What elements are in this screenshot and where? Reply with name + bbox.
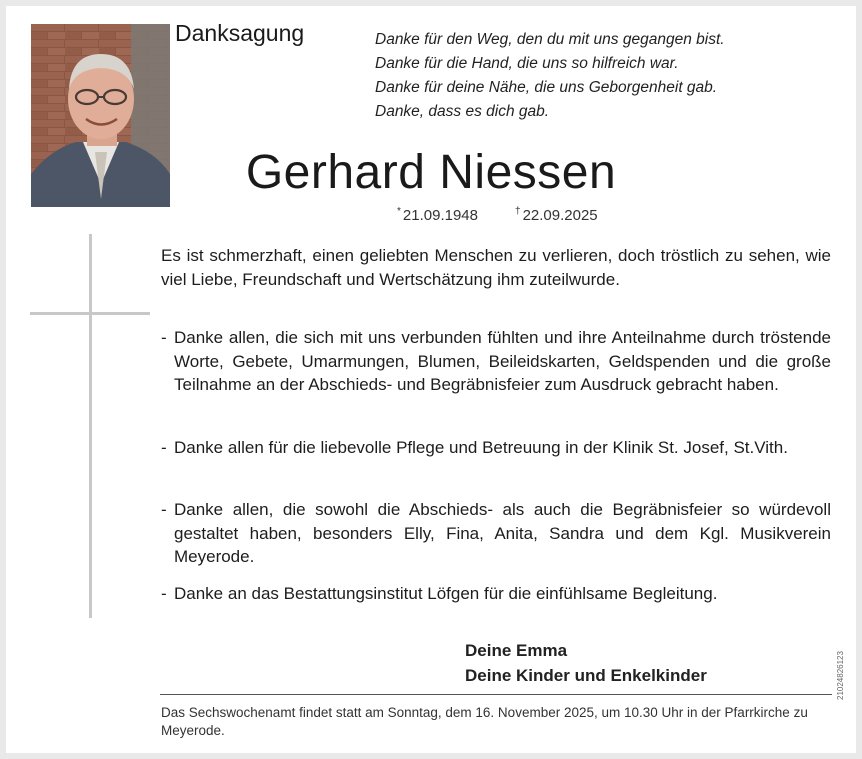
thanks-item	[161, 582, 831, 606]
cross-icon-horizontal	[30, 312, 150, 315]
thanks-item	[161, 498, 831, 569]
motto-poem	[375, 28, 845, 124]
signature-line: Deine Kinder und Enkelkinder	[465, 666, 707, 685]
list-dash: -	[161, 328, 167, 347]
motto-line: Danke, dass es dich gab.	[375, 103, 550, 120]
thanks-item-text: Danke allen, die sowohl die Abschieds- als auch die Begräbnisfeier so würdevoll gestaltet haben, besonders Elly, Fina, Anita, Sandra und dem Kgl. Musikverein Meyerode.	[174, 500, 831, 566]
motto-line: Danke für den Weg, den du mit uns gegangen bist.	[375, 31, 725, 48]
death-date-line	[515, 206, 598, 224]
list-dash: -	[161, 438, 167, 457]
thanks-item-text: Danke allen für die liebevolle Pflege und Betreuung in der Klinik St. Josef, St.Vith.	[174, 438, 788, 457]
thanks-item-text: Danke allen, die sich mit uns verbunden fühlten und ihre Anteilnahme durch tröstende Worte, Gebete, Umarmungen, Blumen, Beileidskarten, Geldspenden und die große Teilnahme an der Abschieds- und Begräbnisfeier zum Ausdruck gebracht haben.	[174, 328, 831, 394]
footer-notice: Das Sechswochenamt findet statt am Sonntag, dem 16. November 2025, um 10.30 Uhr in der Pfarrkirche zu Meyerode.	[161, 705, 808, 738]
divider	[160, 694, 832, 695]
list-dash: -	[161, 584, 167, 603]
thanks-item	[161, 436, 831, 460]
birth-date-line	[397, 206, 478, 224]
motto-line: Danke für die Hand, die uns so hilfreich war.	[375, 55, 679, 72]
ad-code: 21024826123	[836, 651, 845, 700]
birth-symbol: *	[397, 206, 401, 217]
cross-icon-vertical	[89, 234, 92, 618]
signature-line: Deine Emma	[465, 641, 568, 660]
intro-paragraph: Es ist schmerzhaft, einen geliebten Menschen zu verlieren, doch tröstlich zu sehen, wie viel Liebe, Freundschaft und Wertschätzung ihm zuteilwurde.	[161, 246, 831, 289]
birth-date: 21.09.1948	[402, 207, 478, 224]
death-date: 22.09.2025	[522, 207, 598, 224]
title-danksagung: Danksagung	[175, 20, 305, 46]
motto-line: Danke für deine Nähe, die uns Geborgenheit gab.	[375, 79, 718, 96]
thanks-item-text: Danke an das Bestattungsinstitut Löfgen für die einfühlsame Begleitung.	[174, 584, 718, 603]
thanks-item	[161, 326, 831, 397]
list-dash: -	[161, 500, 167, 519]
death-symbol: †	[515, 206, 521, 217]
deceased-name: Gerhard Niessen	[245, 146, 617, 199]
